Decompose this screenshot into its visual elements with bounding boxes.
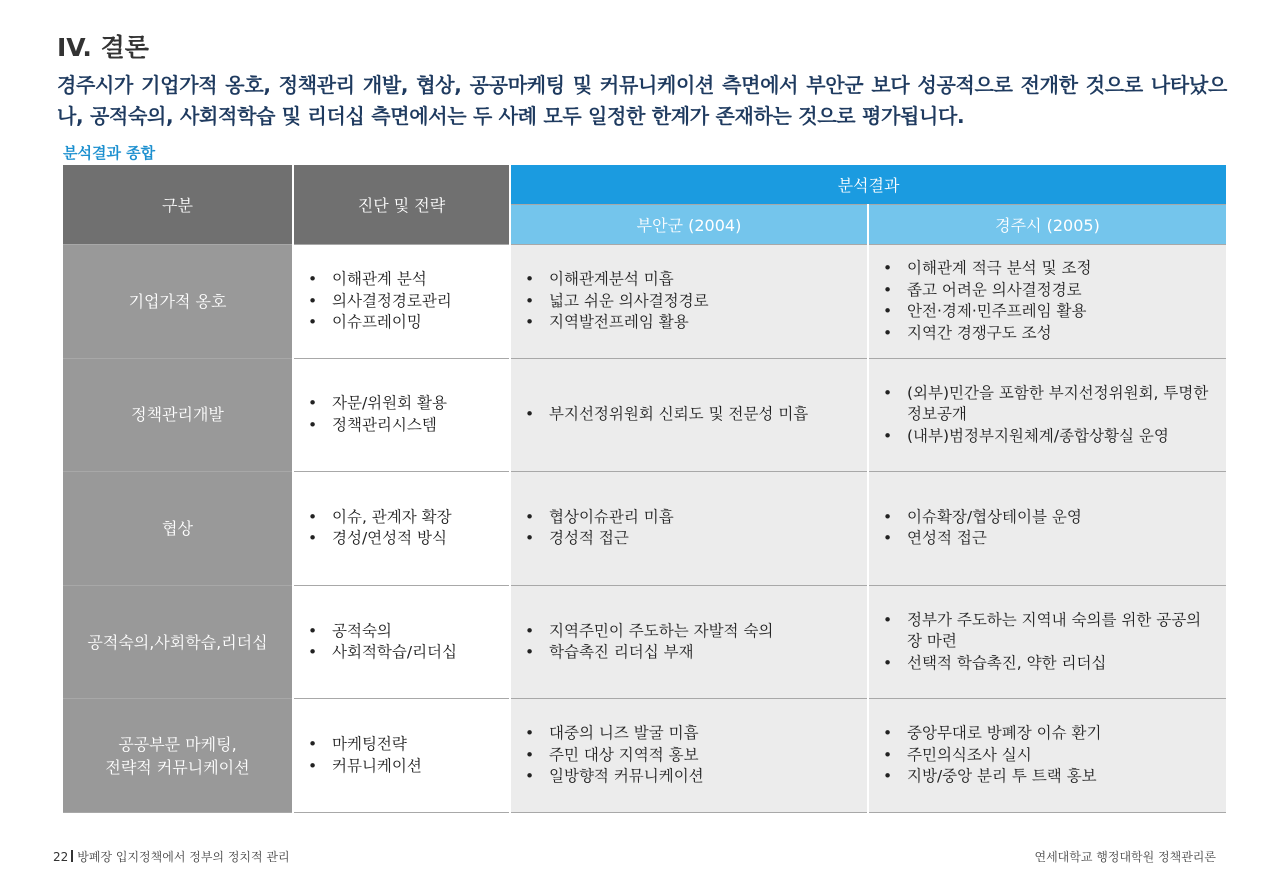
bullet-item: • 중앙무대로 방폐장 이슈 환기 xyxy=(883,723,1218,745)
header-category: 구분 xyxy=(63,165,293,245)
row-category: 공공부문 마케팅, 전략적 커뮤니케이션 xyxy=(63,699,293,813)
buan-bullet-list xyxy=(511,621,867,664)
summary-text: 경주시가 기업가적 옹호, 정책관리 개발, 협상, 공공마케팅 및 커뮤니케이션 측면에서 부안군 보다 성공적으로 전개한 것으로 나타났으나, 공적숙의, 사회적학습 및 리더십 측면에서는 두 사례 모두 일정한 한계가 존재하는 것으로 평가됩니다. xyxy=(57,73,1227,128)
bullet-item: • 일방향적 커뮤니케이션 xyxy=(525,766,859,788)
table-caption: 분석결과 종합 xyxy=(63,144,156,162)
bullet-item: • 학습촉진 리더십 부재 xyxy=(525,642,859,664)
cell-buan xyxy=(510,472,868,586)
footer-divider xyxy=(71,850,73,862)
gyeongju-bullet-list xyxy=(869,610,1226,675)
bullet-item: • (내부)범정부지원체계/종합상황실 운영 xyxy=(883,426,1218,448)
header-strategy: 진단 및 전략 xyxy=(293,165,510,245)
cell-strategy xyxy=(293,472,510,586)
bullet-item: • 자문/위원회 활용 xyxy=(308,393,501,415)
strategy-bullet-list xyxy=(294,393,509,436)
bullet-item: • 이슈, 관계자 확장 xyxy=(308,507,501,529)
bullet-item: • (외부)민간을 포함한 부지선정위원회, 투명한 정보공개 xyxy=(883,383,1218,426)
strategy-bullet-list xyxy=(294,621,509,664)
cell-strategy xyxy=(293,245,510,359)
table-row xyxy=(63,699,1226,813)
bullet-item: • 정책관리시스템 xyxy=(308,415,501,437)
cell-gyeongju xyxy=(868,585,1226,699)
cell-gyeongju xyxy=(868,699,1226,813)
cell-strategy xyxy=(293,585,510,699)
strategy-bullet-list xyxy=(294,734,509,777)
row-category: 공적숙의,사회학습,리더십 xyxy=(63,585,293,699)
bullet-item: • 지역주민이 주도하는 자발적 숙의 xyxy=(525,621,859,643)
header-buan: 부안군 (2004) xyxy=(510,205,868,245)
bullet-item: • 좁고 어려운 의사결정경로 xyxy=(883,280,1218,302)
cell-gyeongju xyxy=(868,358,1226,472)
gyeongju-bullet-list xyxy=(869,723,1226,788)
cell-buan xyxy=(510,245,868,359)
footer-left xyxy=(53,848,290,865)
table-row xyxy=(63,358,1226,472)
gyeongju-bullet-list xyxy=(869,383,1226,448)
bullet-item: • 정부가 주도하는 지역내 숙의를 위한 공공의 장 마련 xyxy=(883,610,1218,653)
bullet-item: • 이슈확장/협상테이블 운영 xyxy=(883,507,1218,529)
bullet-item: • 지방/중앙 분리 투 트랙 홍보 xyxy=(883,766,1218,788)
row-category: 기업가적 옹호 xyxy=(63,245,293,359)
bullet-item: • 지역간 경쟁구도 조성 xyxy=(883,323,1218,345)
page-number: 22 xyxy=(53,850,69,864)
header-gyeongju: 경주시 (2005) xyxy=(868,205,1226,245)
bullet-item: • 주민의식조사 실시 xyxy=(883,745,1218,767)
bullet-item: • 협상이슈관리 미흡 xyxy=(525,507,859,529)
row-category: 협상 xyxy=(63,472,293,586)
bullet-item: • 넓고 쉬운 의사결정경로 xyxy=(525,291,859,313)
table-row xyxy=(63,472,1226,586)
bullet-item: • 대중의 니즈 발굴 미흡 xyxy=(525,723,859,745)
bullet-item: • 이해관계 적극 분석 및 조정 xyxy=(883,258,1218,280)
table-body xyxy=(63,245,1226,813)
bullet-item: • 커뮤니케이션 xyxy=(308,756,501,778)
cell-gyeongju xyxy=(868,245,1226,359)
header-analysis: 분석결과 xyxy=(510,165,1226,205)
bullet-item: • 지역발전프레임 활용 xyxy=(525,312,859,334)
table-row xyxy=(63,585,1226,699)
cell-buan xyxy=(510,358,868,472)
bullet-item: • 부지선정위원회 신뢰도 및 전문성 미흡 xyxy=(525,404,859,426)
cell-strategy xyxy=(293,358,510,472)
bullet-item: • 마케팅전략 xyxy=(308,734,501,756)
footer-document-title: 방폐장 입지정책에서 정부의 정치적 관리 xyxy=(77,850,290,864)
bullet-item: • 경성/연성적 방식 xyxy=(308,528,501,550)
footer-institution: 연세대학교 행정대학원 정책관리론 xyxy=(1034,850,1216,864)
buan-bullet-list xyxy=(511,507,867,550)
bullet-item: • 선택적 학습촉진, 약한 리더십 xyxy=(883,653,1218,675)
gyeongju-bullet-list xyxy=(869,258,1226,344)
bullet-item: • 이슈프레이밍 xyxy=(308,312,501,334)
buan-bullet-list xyxy=(511,404,867,426)
buan-bullet-list xyxy=(511,723,867,788)
cell-gyeongju xyxy=(868,472,1226,586)
bullet-item: • 의사결정경로관리 xyxy=(308,291,501,313)
table-row xyxy=(63,245,1226,359)
buan-bullet-list xyxy=(511,269,867,334)
row-category: 정책관리개발 xyxy=(63,358,293,472)
section-title: IV. 결론 xyxy=(57,33,149,62)
strategy-bullet-list xyxy=(294,507,509,550)
cell-buan xyxy=(510,585,868,699)
bullet-item: • 이해관계 분석 xyxy=(308,269,501,291)
bullet-item: • 이해관계분석 미흡 xyxy=(525,269,859,291)
cell-buan xyxy=(510,699,868,813)
bullet-item: • 공적숙의 xyxy=(308,621,501,643)
cell-strategy xyxy=(293,699,510,813)
bullet-item: • 주민 대상 지역적 홍보 xyxy=(525,745,859,767)
bullet-item: • 경성적 접근 xyxy=(525,528,859,550)
bullet-item: • 안전·경제·민주프레임 활용 xyxy=(883,301,1218,323)
strategy-bullet-list xyxy=(294,269,509,334)
gyeongju-bullet-list xyxy=(869,507,1226,550)
bullet-item: • 연성적 접근 xyxy=(883,528,1218,550)
bullet-item: • 사회적학습/리더십 xyxy=(308,642,501,664)
analysis-results-table xyxy=(63,165,1226,813)
